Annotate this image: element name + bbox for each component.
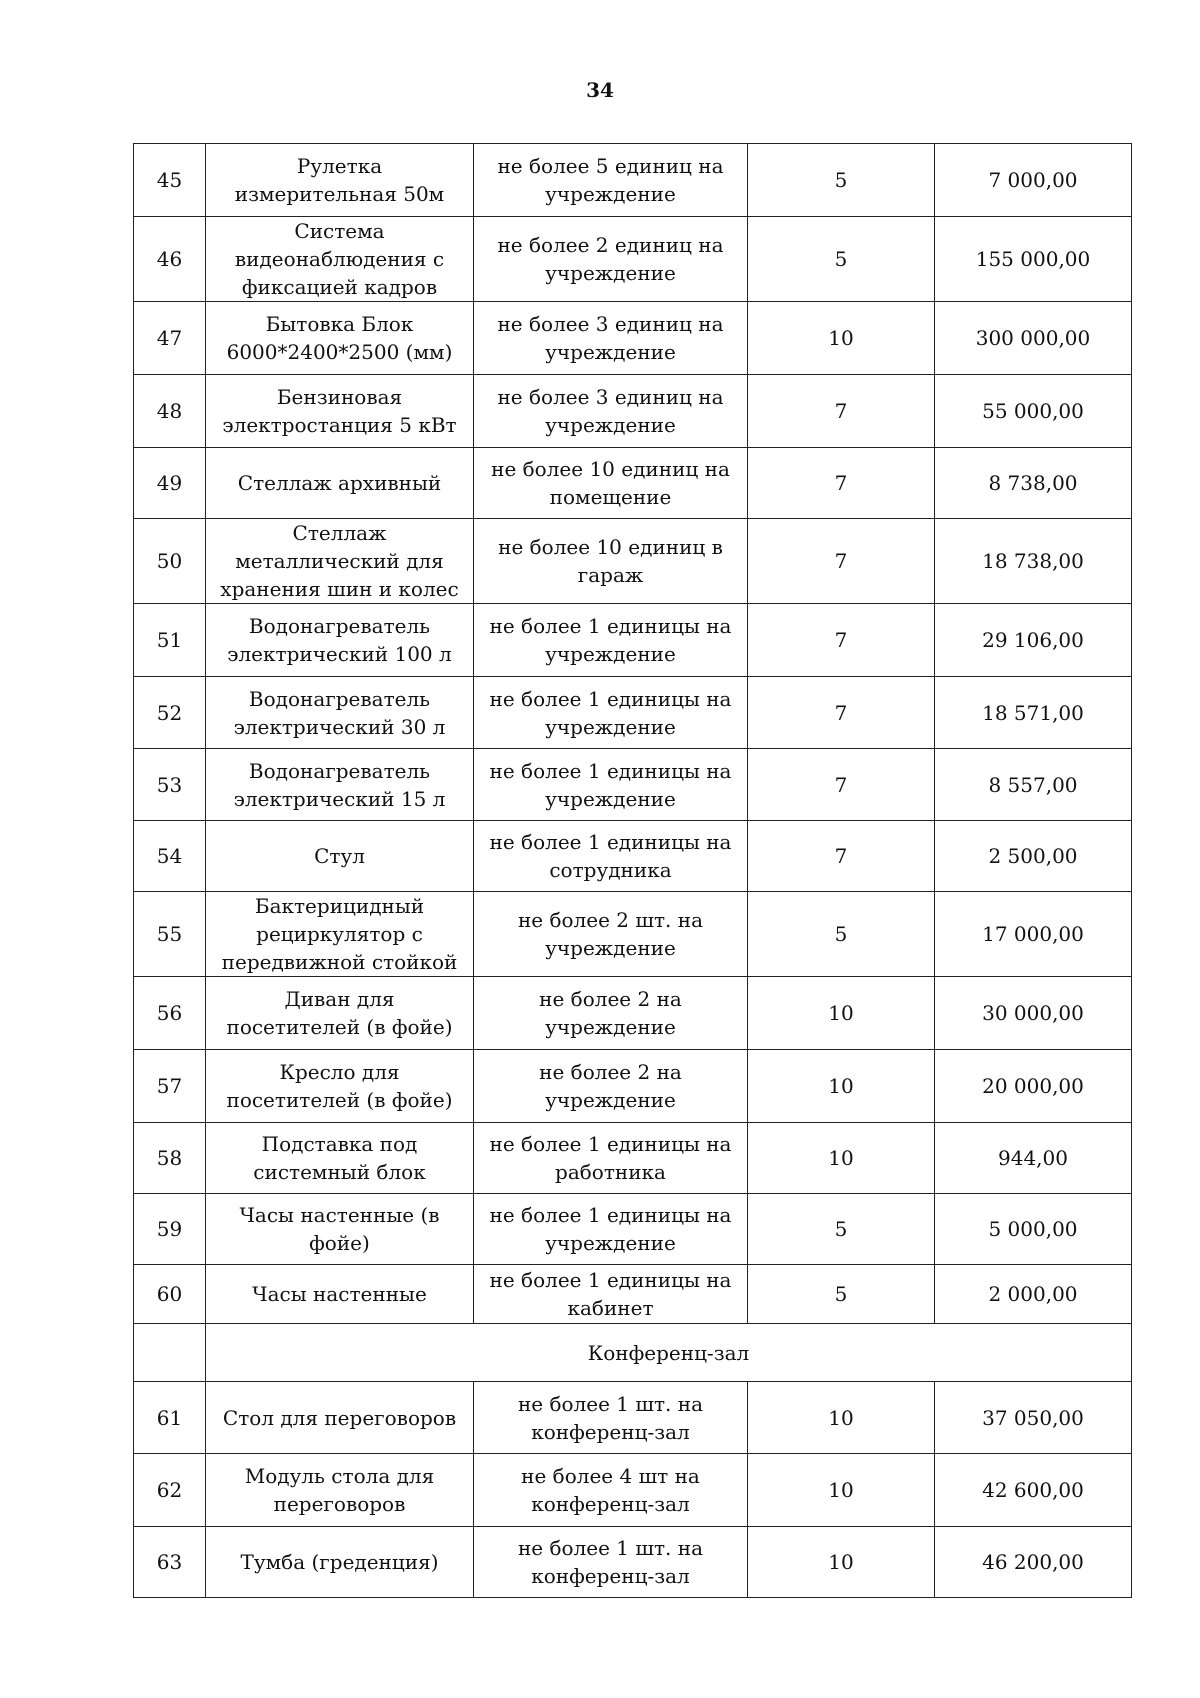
item-norm: не более 5 единиц на учреждение [474, 144, 748, 217]
row-number: 57 [134, 1050, 206, 1123]
item-name: Бактерицидный рециркулятор с передвижной стойкой [206, 892, 474, 977]
table-row [134, 1194, 1132, 1265]
item-name: Стеллаж архивный [206, 448, 474, 519]
table-row [134, 448, 1132, 519]
item-service-life: 7 [748, 448, 935, 519]
item-service-life: 7 [748, 749, 935, 821]
item-price: 55 000,00 [935, 375, 1132, 448]
row-number: 46 [134, 217, 206, 302]
row-number: 59 [134, 1194, 206, 1265]
table-row [134, 1527, 1132, 1598]
item-norm: не более 1 единицы на учреждение [474, 749, 748, 821]
item-price: 42 600,00 [935, 1454, 1132, 1527]
row-number: 45 [134, 144, 206, 217]
item-service-life: 10 [748, 1382, 935, 1454]
item-price: 5 000,00 [935, 1194, 1132, 1265]
row-number: 56 [134, 977, 206, 1050]
row-number: 62 [134, 1454, 206, 1527]
page-number: 34 [586, 78, 614, 102]
item-norm: не более 3 единиц на учреждение [474, 375, 748, 448]
row-number: 58 [134, 1123, 206, 1194]
item-price: 7 000,00 [935, 144, 1132, 217]
item-name: Бензиновая электростанция 5 кВт [206, 375, 474, 448]
item-norm: не более 10 единиц на помещение [474, 448, 748, 519]
item-name: Подставка под системный блок [206, 1123, 474, 1194]
item-norm: не более 10 единиц в гараж [474, 519, 748, 604]
item-service-life: 10 [748, 977, 935, 1050]
item-service-life: 5 [748, 1194, 935, 1265]
table-row [134, 1382, 1132, 1454]
item-price: 2 500,00 [935, 821, 1132, 892]
item-price: 46 200,00 [935, 1527, 1132, 1598]
table-row [134, 375, 1132, 448]
item-price: 37 050,00 [935, 1382, 1132, 1454]
table-row [134, 1050, 1132, 1123]
item-service-life: 7 [748, 821, 935, 892]
row-number: 54 [134, 821, 206, 892]
item-name: Стул [206, 821, 474, 892]
item-price: 8 557,00 [935, 749, 1132, 821]
row-number: 49 [134, 448, 206, 519]
item-norm: не более 3 единиц на учреждение [474, 302, 748, 375]
item-norm: не более 2 на учреждение [474, 977, 748, 1050]
item-price: 300 000,00 [935, 302, 1132, 375]
item-service-life: 7 [748, 677, 935, 749]
table-row [134, 1123, 1132, 1194]
row-number: 61 [134, 1382, 206, 1454]
item-price: 30 000,00 [935, 977, 1132, 1050]
item-service-life: 7 [748, 375, 935, 448]
item-name: Тумба (греденция) [206, 1527, 474, 1598]
item-name: Кресло для посетителей (в фойе) [206, 1050, 474, 1123]
item-norm: не более 1 единицы на сотрудника [474, 821, 748, 892]
table-row [134, 749, 1132, 821]
item-name: Часы настенные [206, 1265, 474, 1324]
item-norm: не более 2 шт. на учреждение [474, 892, 748, 977]
item-price: 18 738,00 [935, 519, 1132, 604]
row-number: 50 [134, 519, 206, 604]
table-row [134, 1454, 1132, 1527]
section-number-cell [134, 1324, 206, 1382]
item-price: 29 106,00 [935, 604, 1132, 677]
item-norm: не более 1 единицы на учреждение [474, 677, 748, 749]
table-row [134, 217, 1132, 302]
item-name: Водонагреватель электрический 100 л [206, 604, 474, 677]
item-name: Модуль стола для переговоров [206, 1454, 474, 1527]
item-name: Часы настенные (в фойе) [206, 1194, 474, 1265]
item-norm: не более 1 единицы на работника [474, 1123, 748, 1194]
section-header-row [134, 1324, 1132, 1382]
item-norm: не более 4 шт на конференц-зал [474, 1454, 748, 1527]
item-service-life: 10 [748, 1527, 935, 1598]
table-row [134, 892, 1132, 977]
item-service-life: 10 [748, 1123, 935, 1194]
row-number: 51 [134, 604, 206, 677]
item-service-life: 10 [748, 302, 935, 375]
item-service-life: 7 [748, 604, 935, 677]
item-norm: не более 1 единицы на кабинет [474, 1265, 748, 1324]
table-row [134, 519, 1132, 604]
table-row [134, 144, 1132, 217]
row-number: 53 [134, 749, 206, 821]
item-service-life: 5 [748, 217, 935, 302]
item-price: 944,00 [935, 1123, 1132, 1194]
item-service-life: 10 [748, 1454, 935, 1527]
item-name: Диван для посетителей (в фойе) [206, 977, 474, 1050]
row-number: 47 [134, 302, 206, 375]
item-price: 2 000,00 [935, 1265, 1132, 1324]
item-name: Система видеонаблюдения с фиксацией кадров [206, 217, 474, 302]
equipment-norms-table [133, 143, 1132, 1598]
table-row [134, 604, 1132, 677]
item-price: 155 000,00 [935, 217, 1132, 302]
row-number: 55 [134, 892, 206, 977]
item-name: Водонагреватель электрический 30 л [206, 677, 474, 749]
item-service-life: 10 [748, 1050, 935, 1123]
item-name: Бытовка Блок 6000*2400*2500 (мм) [206, 302, 474, 375]
item-name: Водонагреватель электрический 15 л [206, 749, 474, 821]
item-price: 8 738,00 [935, 448, 1132, 519]
item-name: Рулетка измерительная 50м [206, 144, 474, 217]
row-number: 48 [134, 375, 206, 448]
row-number: 52 [134, 677, 206, 749]
table-row [134, 821, 1132, 892]
item-norm: не более 1 единицы на учреждение [474, 604, 748, 677]
table-row [134, 977, 1132, 1050]
item-price: 17 000,00 [935, 892, 1132, 977]
table-row [134, 677, 1132, 749]
item-service-life: 5 [748, 892, 935, 977]
item-norm: не более 1 единицы на учреждение [474, 1194, 748, 1265]
item-name: Стеллаж металлический для хранения шин и колес [206, 519, 474, 604]
item-norm: не более 1 шт. на конференц-зал [474, 1527, 748, 1598]
row-number: 60 [134, 1265, 206, 1324]
item-service-life: 7 [748, 519, 935, 604]
table-row [134, 1265, 1132, 1324]
item-service-life: 5 [748, 1265, 935, 1324]
item-name: Стол для переговоров [206, 1382, 474, 1454]
item-service-life: 5 [748, 144, 935, 217]
item-norm: не более 1 шт. на конференц-зал [474, 1382, 748, 1454]
table-row [134, 302, 1132, 375]
item-norm: не более 2 на учреждение [474, 1050, 748, 1123]
item-price: 18 571,00 [935, 677, 1132, 749]
section-title: Конференц-зал [206, 1324, 1132, 1382]
item-price: 20 000,00 [935, 1050, 1132, 1123]
row-number: 63 [134, 1527, 206, 1598]
item-norm: не более 2 единиц на учреждение [474, 217, 748, 302]
